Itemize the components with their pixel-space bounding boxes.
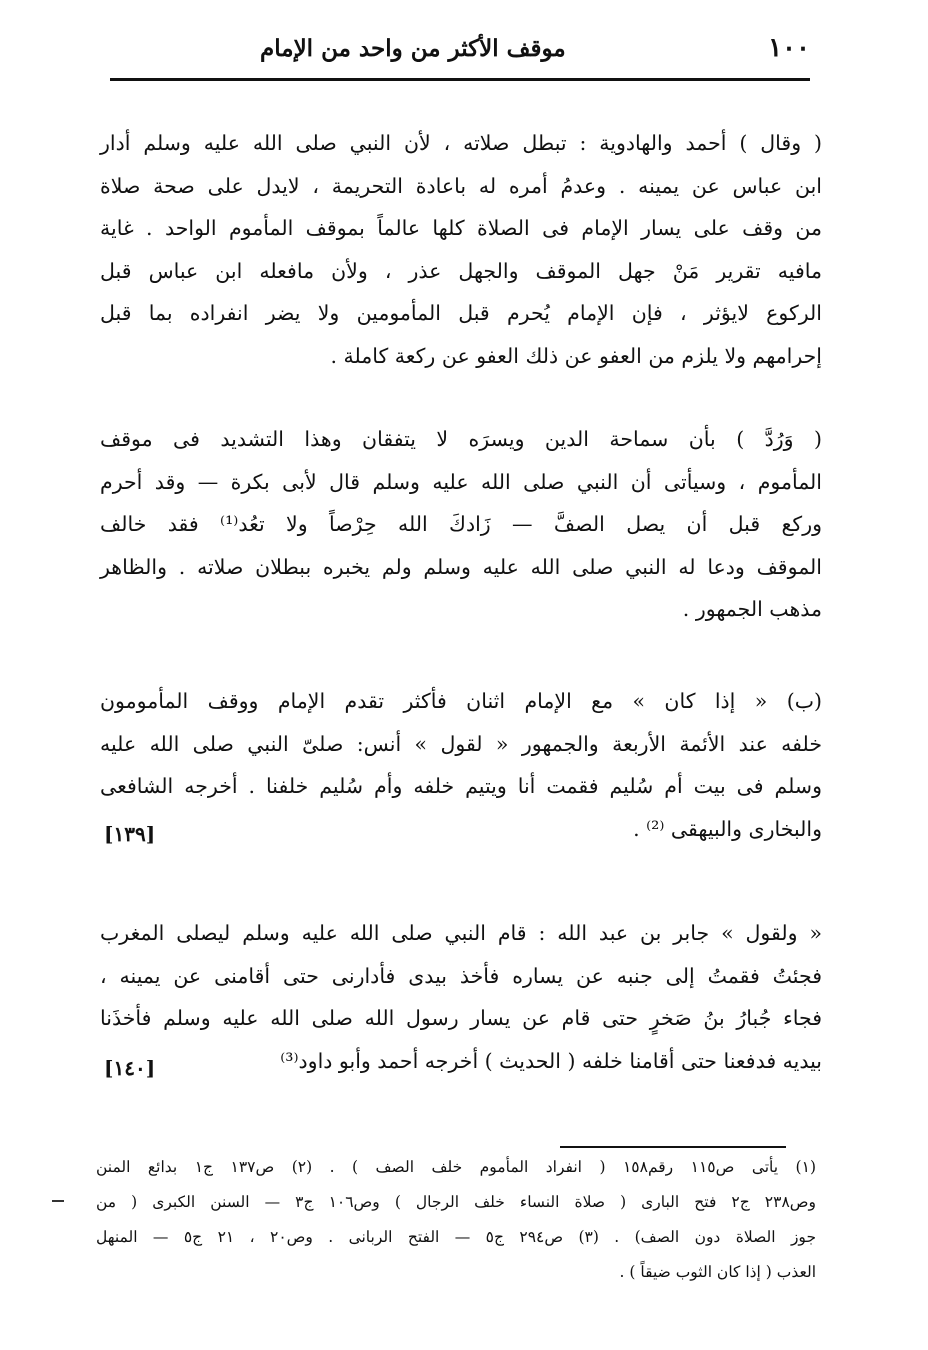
hadith-reference-number: [١٤٠]: [104, 1056, 156, 1080]
text-line: ( وَرُدَّ ) بأن سماحة الدين ويسرَه لا يتفقان وهذا التشديد فى موقف: [100, 427, 822, 451]
text-line: وركع قبل أن يصل الصفَّ — زَادكَ الله حِرْصاً ولا تعُد⁽¹⁾ فقد خالف: [100, 512, 822, 536]
running-title: موقف الأكثر من واحد من الإمام: [260, 34, 566, 62]
text-line: فجاء جُبارُ بنُ صَخرٍ حتى قام عن يسار رسول الله صلى الله عليه وسلم فأخذَنا: [100, 1006, 822, 1030]
text-line: « ولقول » جابر بن عبد الله : قام النبي صلى الله عليه وسلم ليصلى المغرب: [100, 921, 822, 945]
page-number: ١٠٠: [768, 33, 810, 63]
text-line: والبخارى والبيهقى ⁽²⁾ .: [633, 816, 822, 841]
text-line: إحرامهم ولا يلزم من العفو عن ذلك العفو عن ركعة كاملة .: [330, 343, 822, 368]
text-line: بيديه فدفعنا حتى أقامنا خلفه ( الحديث ) أخرجه أحمد وأبو داود⁽³⁾: [280, 1048, 822, 1073]
text-line: المأموم ، وسيأتى أن النبي صلى الله عليه وسلم قال لأبى بكرة — وقد أحرم: [100, 469, 822, 494]
footnote-line: العذب ( إذا كان الثوب ضيقاً ) .: [619, 1263, 816, 1281]
footnote-line: (١) يأتى ص١١٥ رقم١٥٨ ( انفراد المأموم خلف الصف ) . (٢) ص١٣٧ ج١ بدائع المنن: [96, 1158, 816, 1176]
text-line: الموقف ودعا له النبي صلى الله عليه وسلم ولم يخبره ببطلان صلاته . والظاهر: [100, 554, 822, 579]
footnotes: [96, 1150, 816, 1290]
paragraph-2: [100, 418, 822, 631]
text-line: وسلم فى بيت أم سُليم فقمت أنا ويتيم خلفه وأم سُليم خلفنا . أخرجه الشافعى: [100, 774, 822, 798]
text-line: ( وقال ) أحمد والهادوية : تبطل صلاته ، لأن النبي صلى الله عليه وسلم أدار: [100, 131, 822, 155]
text-line: من وقف على يسار الإمام فى الصلاة كلها عالماً بموقف المأموم الواحد . غاية: [100, 216, 822, 240]
paragraph-3: [100, 680, 822, 850]
header-rule: [110, 78, 810, 81]
paragraph-1: [100, 122, 822, 377]
paragraph-4: [100, 912, 822, 1082]
text-line: ابن عباس عن يمينه . وعدمُ أمره له باعادة التحريمة ، لايدل على صحة صلاة: [100, 173, 822, 198]
hadith-reference-number: [١٣٩]: [104, 822, 156, 846]
footnote-line: وص٢٣٨ ج٢ فتح البارى ( صلاة النساء خلف الرجال ) وص١٠٦ ج٣ — السنن الكبرى ( من: [96, 1193, 817, 1211]
text-line: (ب) « إذا كان » مع الإمام اثنان فأكثر تقدم الإمام ووقف المأمومون: [100, 689, 822, 713]
text-line: مافيه تقرير مَنْ جهل الموقف والجهل عذر ، ولأن مافعله ابن عباس قبل: [100, 258, 822, 283]
text-line: فجئتُ فقمتُ إلى جنبه عن يساره فأخذ بيدى فأدارنى حتى أقامنى عن يمينه ،: [100, 963, 822, 988]
text-line: مذهب الجمهور .: [682, 597, 822, 621]
margin-mark: [52, 1200, 64, 1202]
footnote-line: جوز الصلاة دون الصف) . (٣) ص٢٩٤ ج٥ — الفتح الربانى . وص٢٠ ، ٢١ ج٥ — المنهل: [96, 1228, 817, 1246]
text-line: الركوع لايؤثر ، فإن الإمام يُحرم قبل المأمومين ولا يضر انفراده بما قبل: [100, 301, 822, 325]
text-line: خلفه عند الأئمة الأربعة والجمهور « لقول » أنس: صلىّ النبي صلى الله عليه: [100, 731, 822, 756]
page-header: [110, 22, 810, 74]
footnote-separator: [560, 1146, 786, 1148]
